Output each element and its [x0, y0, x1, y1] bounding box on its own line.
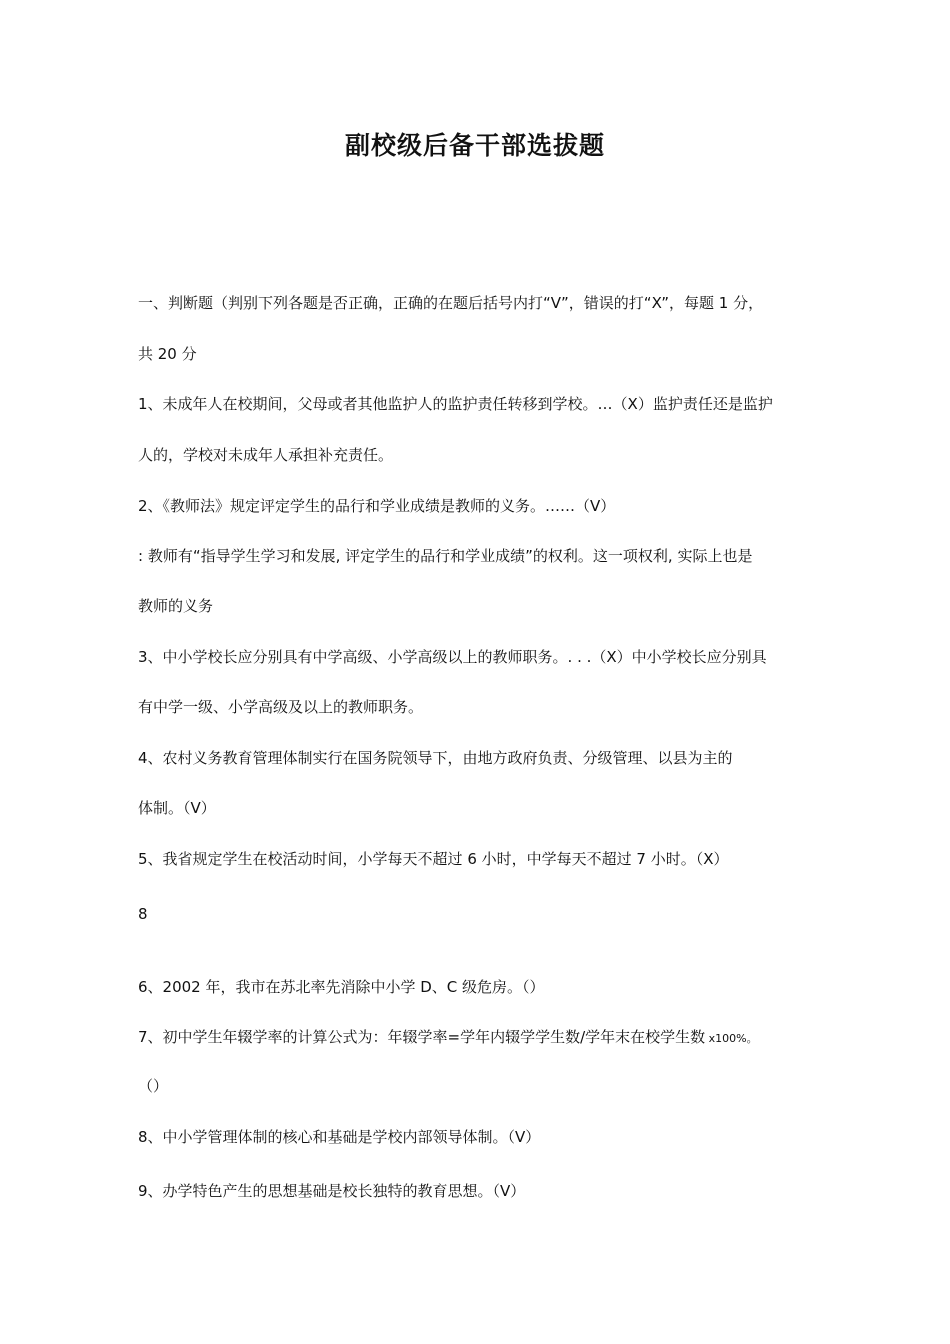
section-heading-line1: 一、判断题（判别下列各题是否正确，正确的在题后括号内打“V”，错误的打“X”，每题 1 分，	[138, 294, 764, 312]
question-4-line2: 体制。（V）	[138, 799, 216, 817]
question-5-line2: 8	[138, 905, 148, 923]
question-2-line3: 教师的义务	[138, 597, 214, 615]
question-2-line1: 2、《教师法》规定评定学生的品行和学业成绩是教师的义务。……（V）	[138, 497, 616, 515]
question-4-line1: 4、农村义务教育管理体制实行在国务院领导下，由地方政府负责、分级管理、以县为主的	[138, 749, 733, 767]
page-title: 副校级后备干部选拔题	[344, 131, 605, 160]
question-6-line1: 6、2002 年，我市在苏北率先消除中小学 D、C 级危房。（）	[138, 978, 545, 996]
question-7-text: 7、初中学生年辍学率的计算公式为：年辍学率=学年内辍学学生数/学年末在校学生数	[138, 1028, 706, 1046]
question-7-line2: （）	[138, 1077, 169, 1095]
question-8-line1: 8、中小学管理体制的核心和基础是学校内部领导体制。（V）	[138, 1128, 541, 1146]
question-9-line1: 9、办学特色产生的思想基础是校长独特的教育思想。（V）	[138, 1182, 526, 1200]
question-2-line2: : 教师有“指导学生学习和发展, 评定学生的品行和学业成绩”的权利。这一项权利, 实际上也是	[138, 547, 753, 565]
question-3-line2: 有中学一级、小学高级及以上的教师职务。	[138, 698, 424, 716]
question-7-formula-suffix: x100%。	[705, 1032, 758, 1045]
question-3-line1: 3、中小学校长应分别具有中学高级、小学高级以上的教师职务。. . .（X）中小学校长应分别具	[138, 648, 767, 666]
section-heading-line2: 共 20 分	[138, 345, 197, 363]
question-5-line1: 5、我省规定学生在校活动时间，小学每天不超过 6 小时，中学每天不超过 7 小时。（X）	[138, 850, 729, 868]
question-7-line1	[138, 1027, 758, 1049]
question-1-line2: 人的，学校对未成年人承担补充责任。	[138, 446, 394, 464]
question-1-line1: 1、未成年人在校期间，父母或者其他监护人的监护责任转移到学校。…（X）监护责任还是监护	[138, 395, 773, 413]
